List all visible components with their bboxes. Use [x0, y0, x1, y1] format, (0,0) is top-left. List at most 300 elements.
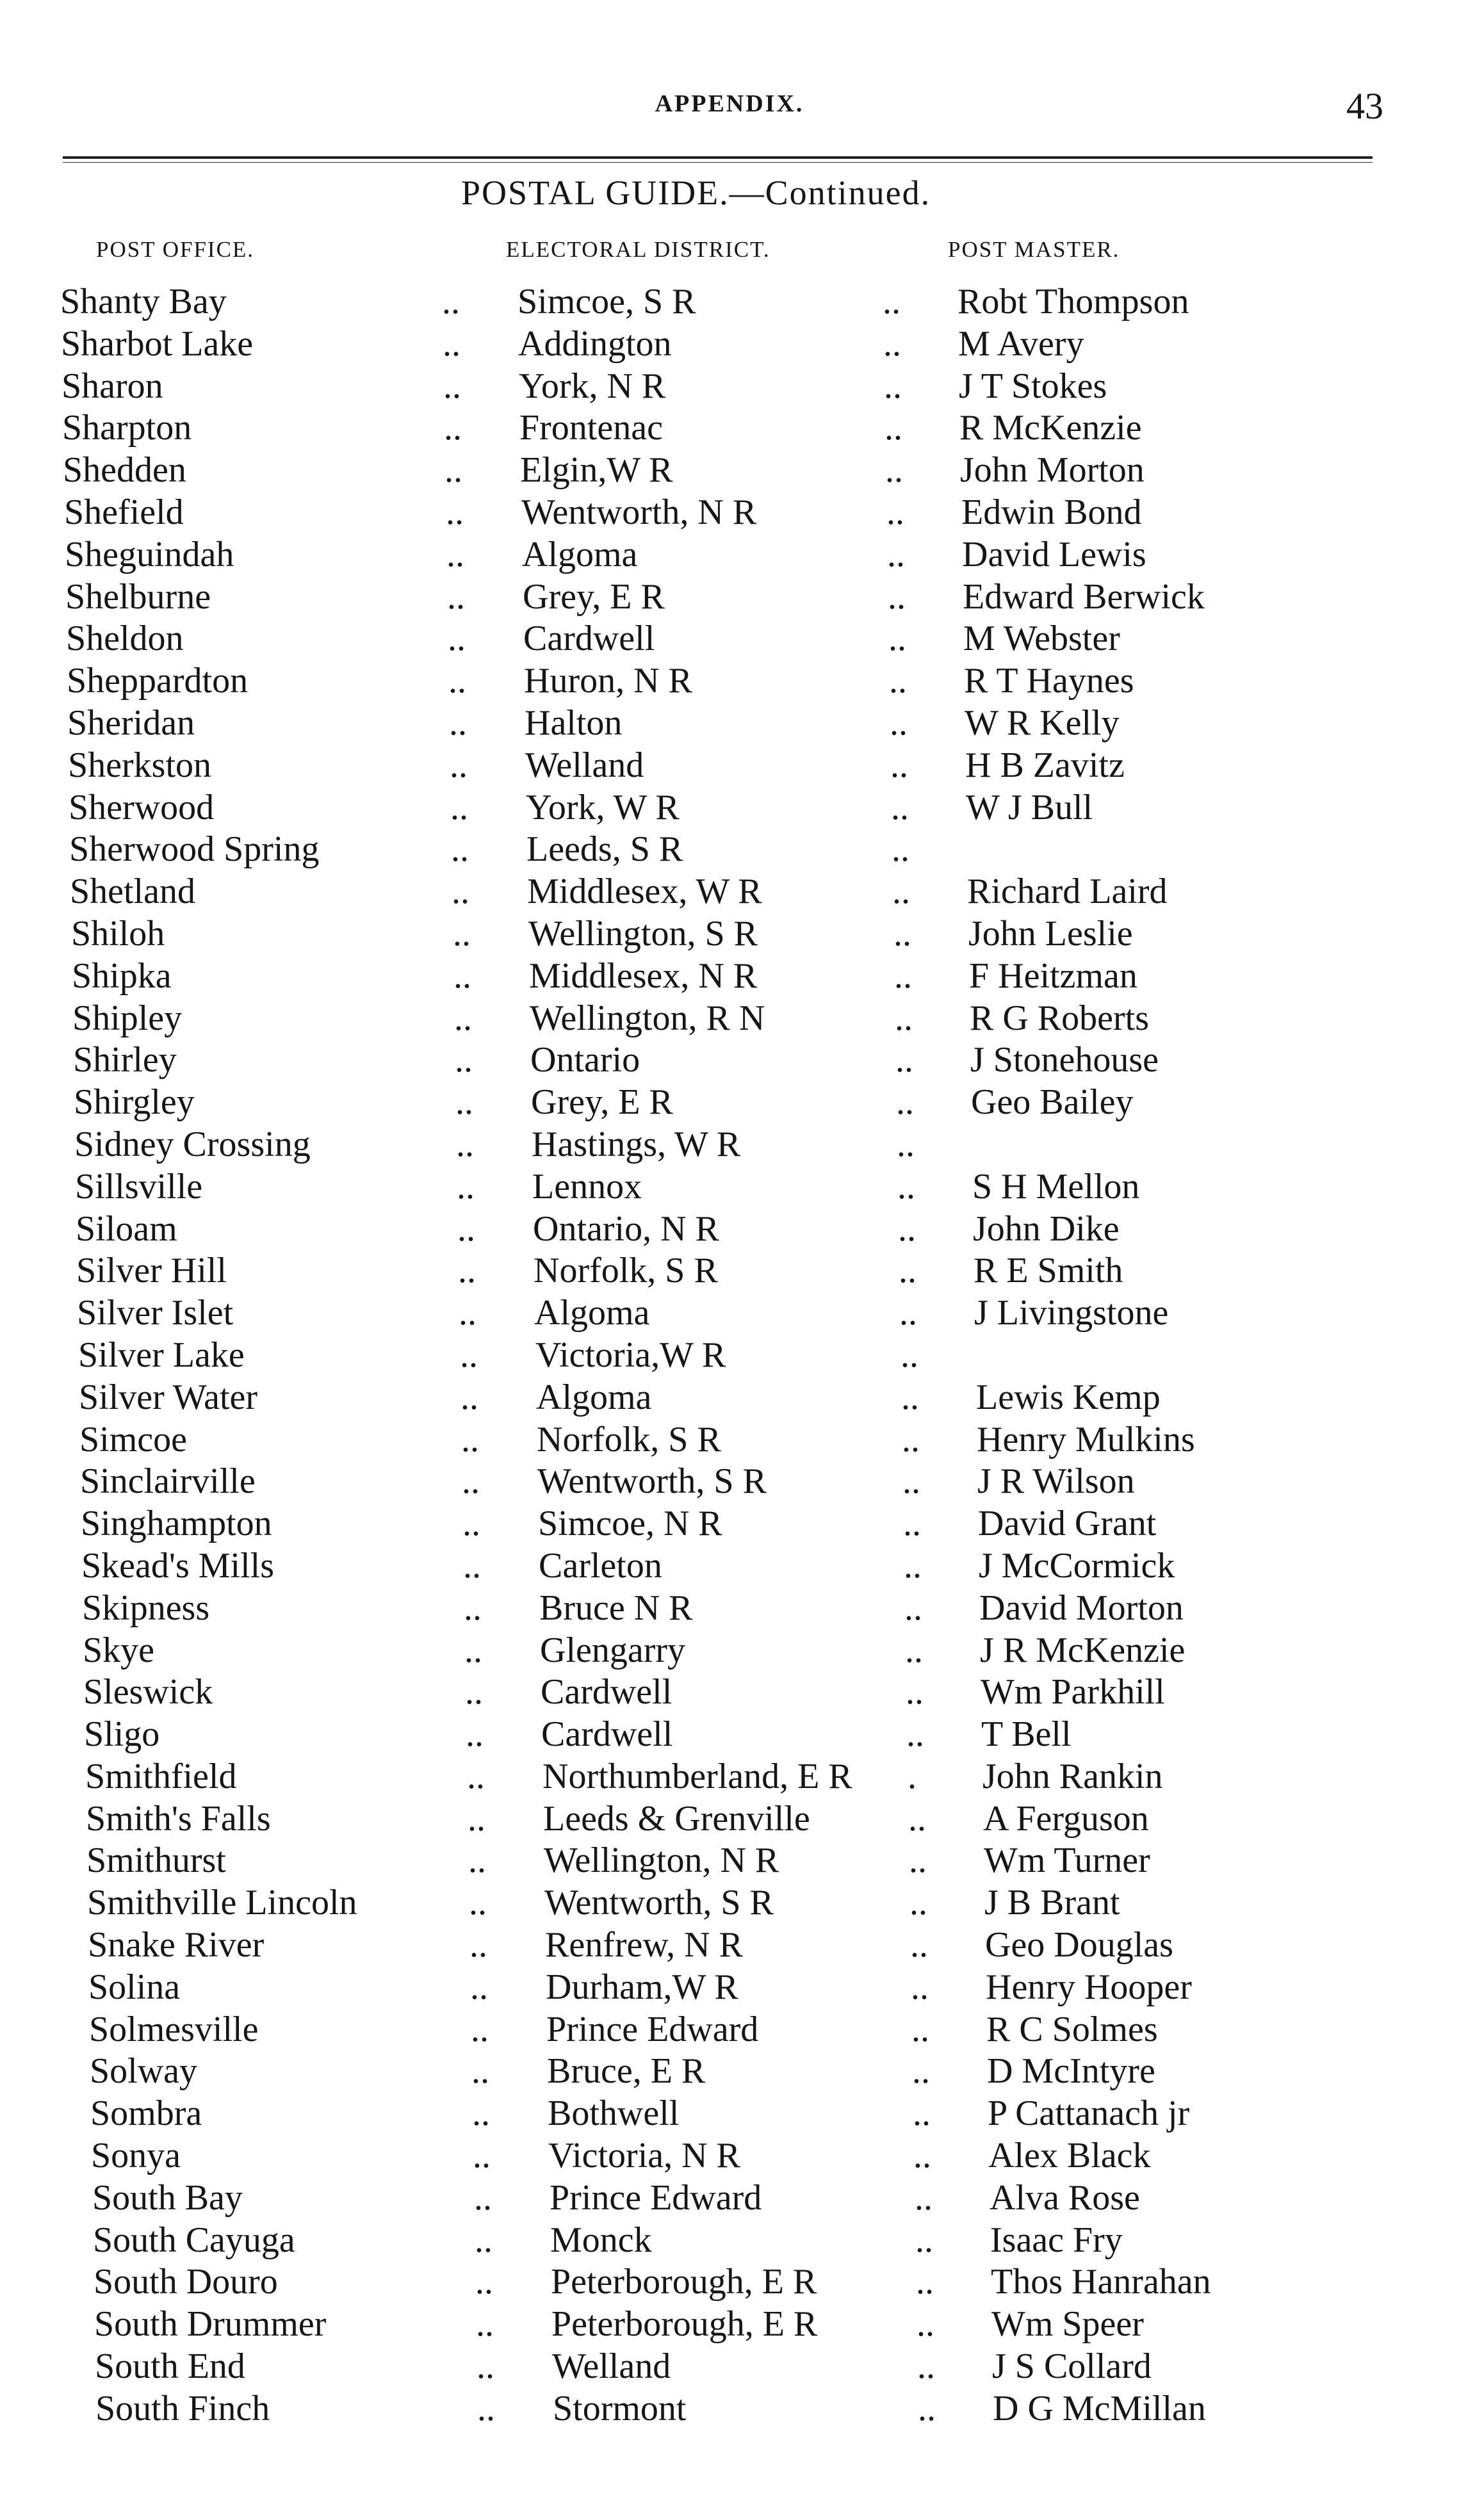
post-office-name: South Bay — [92, 2177, 243, 2218]
list-item — [0, 1419, 1459, 1461]
leader-dots: .. — [913, 2136, 931, 2176]
leader-dots: .. — [459, 1293, 477, 1333]
list-item — [0, 2219, 1459, 2261]
electoral-district: Wellington, S R — [528, 913, 758, 954]
list-item — [0, 1166, 1459, 1208]
leader-dots: .. — [906, 1672, 924, 1712]
electoral-district: Norfolk, S R — [534, 1251, 718, 1291]
electoral-district: Peterborough, E R — [551, 2262, 817, 2302]
header-rule — [63, 156, 1373, 159]
electoral-district: Monck — [550, 2220, 652, 2260]
electoral-district: Glengarry — [540, 1630, 686, 1670]
leader-dots: .. — [892, 872, 910, 912]
post-office-name: Sherwood — [69, 787, 215, 827]
leader-dots: .. — [465, 1672, 483, 1712]
electoral-district: Victoria, N R — [548, 2136, 740, 2176]
post-master-name: Alex Black — [988, 2136, 1151, 2176]
leader-dots: . — [908, 1756, 917, 1796]
list-item — [0, 1123, 1459, 1166]
leader-dots: .. — [909, 1841, 927, 1881]
post-office-name: South Drummer — [94, 2304, 327, 2345]
leader-dots: .. — [899, 1251, 917, 1291]
post-master-name: J T Stokes — [959, 366, 1107, 406]
list-item — [0, 617, 1459, 660]
leader-dots: .. — [472, 2093, 490, 2134]
post-master-name: Edwin Bond — [961, 492, 1142, 532]
post-office-name: Sheridan — [67, 703, 195, 743]
post-office-name: Shelburne — [65, 576, 211, 617]
list-item — [0, 1081, 1459, 1123]
post-master-name: S H Mellon — [972, 1166, 1140, 1207]
post-office-name: Sinclairville — [80, 1461, 256, 1502]
leader-dots: .. — [460, 1335, 478, 1375]
leader-dots: .. — [449, 703, 467, 743]
list-item — [0, 576, 1459, 618]
post-master-name: Richard Laird — [967, 872, 1168, 912]
list-item — [0, 1039, 1459, 1081]
list-item — [0, 1882, 1459, 1924]
list-item — [0, 1460, 1459, 1502]
list-item — [0, 1587, 1459, 1629]
post-master-name: Lewis Kemp — [976, 1377, 1161, 1417]
post-office-name: Shipley — [72, 998, 183, 1038]
leader-dots: .. — [457, 1208, 475, 1249]
leader-dots: .. — [894, 955, 912, 996]
post-master-name: J B Brant — [984, 1883, 1120, 1923]
electoral-district: Lennox — [532, 1166, 642, 1207]
column-header-post-master: POST MASTER. — [948, 237, 1120, 262]
list-item — [0, 1671, 1459, 1713]
post-office-name: South End — [95, 2346, 245, 2387]
list-item — [0, 2177, 1459, 2219]
electoral-district: Addington — [518, 323, 672, 364]
electoral-district: Simcoe, S R — [518, 282, 696, 321]
electoral-district: Victoria,W R — [535, 1335, 726, 1375]
list-item — [0, 913, 1459, 955]
leader-dots: .. — [890, 745, 908, 785]
list-item — [0, 1713, 1459, 1755]
leader-dots: .. — [464, 1630, 482, 1670]
post-office-name: Sherkston — [68, 745, 211, 785]
post-master-name: Robt Thompson — [958, 282, 1189, 321]
post-master-name: J R McKenzie — [980, 1630, 1186, 1670]
post-master-name: A Ferguson — [983, 1798, 1149, 1839]
electoral-district: Welland — [552, 2346, 671, 2387]
leader-dots: .. — [915, 2220, 933, 2260]
post-office-name: Sidney Crossing — [74, 1124, 311, 1164]
post-office-name: Sleswick — [83, 1672, 213, 1712]
electoral-district: Welland — [525, 745, 644, 785]
post-office-name: Sligo — [84, 1714, 160, 1755]
list-item — [0, 702, 1459, 744]
leader-dots: .. — [450, 787, 468, 827]
leader-dots: .. — [909, 1883, 927, 1923]
leader-dots: .. — [895, 1040, 913, 1080]
post-master-name: J R Wilson — [977, 1461, 1135, 1502]
leader-dots: .. — [446, 492, 464, 532]
post-office-name: Simcoe — [79, 1419, 187, 1459]
list-item — [0, 2261, 1459, 2303]
electoral-district: Grey, E R — [523, 576, 665, 617]
post-office-name: Sharon — [61, 366, 163, 406]
electoral-district: Wentworth, N R — [521, 492, 757, 532]
leader-dots: .. — [468, 1798, 485, 1839]
header-rule-thin — [63, 162, 1373, 163]
electoral-district: Wentworth, S R — [537, 1461, 767, 1502]
leader-dots: .. — [448, 619, 466, 659]
list-item — [0, 660, 1459, 702]
post-master-name: J McCormick — [979, 1545, 1175, 1586]
electoral-district: York, N R — [519, 366, 666, 406]
leader-dots: .. — [890, 703, 908, 743]
leader-dots: .. — [910, 1925, 928, 1965]
post-master-name: Alva Rose — [990, 2177, 1140, 2218]
electoral-district: Halton — [525, 703, 623, 743]
electoral-district: Norfolk, S R — [537, 1419, 721, 1459]
post-master-name: John Leslie — [968, 913, 1133, 954]
post-master-name: R C Solmes — [986, 2009, 1158, 2049]
post-master-name: F Heitzman — [969, 955, 1137, 996]
post-office-name: Shirgley — [74, 1082, 195, 1123]
electoral-district: Huron, N R — [524, 661, 692, 701]
electoral-district: Ontario, N R — [533, 1208, 719, 1249]
leader-dots: .. — [475, 2220, 493, 2260]
post-office-name: South Cayuga — [93, 2220, 295, 2260]
leader-dots: .. — [456, 1124, 474, 1164]
leader-dots: .. — [903, 1504, 921, 1544]
column-header-post-office: POST OFFICE. — [96, 237, 255, 262]
leader-dots: .. — [453, 913, 471, 954]
electoral-district: Leeds & Grenville — [543, 1798, 810, 1839]
electoral-district: Peterborough, E R — [551, 2304, 818, 2345]
running-head — [0, 85, 1459, 128]
column-header-electoral-district: ELECTORAL DISTRICT. — [506, 237, 770, 262]
leader-dots: .. — [477, 2388, 495, 2428]
list-item — [0, 449, 1459, 491]
electoral-district: Renfrew, N R — [545, 1925, 743, 1965]
post-master-name: M Webster — [963, 619, 1120, 659]
list-item — [0, 1208, 1459, 1250]
leader-dots: .. — [887, 534, 905, 574]
post-office-name: Solway — [90, 2051, 197, 2092]
electoral-district: Cardwell — [541, 1714, 673, 1755]
leader-dots: .. — [455, 1040, 473, 1080]
electoral-district: Simcoe, N R — [538, 1504, 722, 1544]
list-item — [0, 955, 1459, 997]
electoral-district: Prince Edward — [546, 2009, 759, 2049]
electoral-district: Northumberland, E R — [542, 1756, 852, 1796]
electoral-district: Middlesex, N R — [529, 955, 758, 996]
post-master-name: John Morton — [960, 450, 1145, 491]
leader-dots: .. — [901, 1335, 918, 1375]
list-item — [0, 1966, 1459, 2008]
list-item — [0, 1502, 1459, 1545]
leader-dots: .. — [918, 2388, 936, 2428]
leader-dots: .. — [889, 661, 907, 701]
leader-dots: .. — [916, 2262, 934, 2302]
post-office-name: Singhampton — [81, 1504, 272, 1544]
list-item — [0, 1376, 1459, 1419]
leader-dots: .. — [897, 1124, 915, 1164]
list-item — [0, 2303, 1459, 2345]
post-office-name: South Finch — [95, 2388, 270, 2428]
leader-dots: .. — [906, 1714, 924, 1755]
post-office-name: Silver Lake — [78, 1335, 245, 1375]
post-master-name: Isaac Fry — [990, 2220, 1123, 2260]
post-master-name: Wm Turner — [984, 1841, 1150, 1881]
list-item — [0, 2387, 1459, 2430]
electoral-district: Cardwell — [523, 619, 655, 659]
leader-dots: .. — [467, 1756, 485, 1796]
electoral-district: Stormont — [553, 2388, 687, 2428]
leader-dots: .. — [447, 576, 465, 617]
electoral-district: Algoma — [536, 1377, 652, 1417]
leader-dots: .. — [443, 366, 461, 406]
leader-dots: .. — [902, 1461, 920, 1502]
electoral-district: Carleton — [539, 1545, 662, 1586]
electoral-district: Prince Edward — [550, 2177, 762, 2218]
leader-dots: .. — [476, 2304, 494, 2345]
post-master-name: David Lewis — [962, 534, 1146, 574]
post-office-name: Sillsville — [75, 1166, 203, 1207]
leader-dots: .. — [913, 2093, 931, 2134]
list-item — [0, 2008, 1459, 2051]
leader-dots: .. — [458, 1251, 476, 1291]
list-item — [0, 1839, 1459, 1882]
post-office-name: Smithfield — [85, 1756, 237, 1796]
post-office-name: Sonya — [91, 2136, 181, 2176]
postal-guide-list — [0, 280, 1459, 2483]
post-office-name: Sherwood Spring — [69, 829, 320, 870]
electoral-district: York, W R — [526, 787, 680, 827]
list-item — [0, 2345, 1459, 2387]
leader-dots: .. — [461, 1419, 479, 1459]
list-item — [0, 2134, 1459, 2177]
electoral-district: Ontario — [530, 1040, 640, 1080]
post-office-name: South Douro — [94, 2262, 278, 2302]
post-office-name: Sheldon — [66, 619, 184, 659]
electoral-district: Cardwell — [541, 1672, 672, 1712]
leader-dots: .. — [451, 829, 469, 870]
leader-dots: .. — [886, 492, 904, 532]
leader-dots: .. — [908, 1798, 926, 1839]
post-master-name: W J Bull — [966, 787, 1093, 827]
leader-dots: .. — [462, 1461, 480, 1502]
section-title: POSTAL GUIDE.—Continued. — [461, 174, 931, 212]
electoral-district: Wellington, N R — [544, 1841, 779, 1881]
leader-dots: .. — [463, 1545, 481, 1586]
electoral-district: Frontenac — [519, 408, 663, 448]
post-office-name: Silver Water — [79, 1377, 258, 1417]
post-office-name: Sombra — [90, 2093, 202, 2134]
list-item — [0, 1798, 1459, 1840]
post-office-name: Solina — [88, 1967, 181, 2007]
post-master-name: Henry Mulkins — [977, 1419, 1195, 1459]
leader-dots: .. — [469, 1925, 487, 1965]
leader-dots: .. — [475, 2262, 493, 2302]
leader-dots: .. — [452, 872, 469, 912]
page-number: 43 — [1346, 85, 1383, 127]
leader-dots: .. — [470, 1967, 488, 2007]
leader-dots: .. — [443, 323, 461, 364]
leader-dots: .. — [899, 1293, 917, 1333]
list-item — [0, 1629, 1459, 1671]
list-item — [0, 1334, 1459, 1376]
post-office-name: Sheppardton — [67, 661, 249, 701]
list-item — [0, 1249, 1459, 1292]
list-item — [0, 828, 1459, 870]
electoral-district: Middlesex, W R — [527, 872, 762, 912]
post-office-name: Shetland — [70, 872, 195, 912]
electoral-district: Algoma — [534, 1293, 650, 1333]
post-office-name: Smithurst — [86, 1841, 226, 1881]
leader-dots: .. — [442, 282, 460, 321]
leader-dots: .. — [477, 2346, 494, 2387]
leader-dots: .. — [446, 534, 464, 574]
leader-dots: .. — [891, 787, 909, 827]
electoral-district: Durham,W R — [546, 1967, 738, 2007]
leader-dots: .. — [917, 2346, 935, 2387]
post-master-name: Edward Berwick — [963, 576, 1205, 617]
post-office-name: Skye — [83, 1630, 154, 1670]
list-item — [0, 2050, 1459, 2092]
electoral-district: Leeds, S R — [526, 829, 683, 870]
post-master-name: Geo Douglas — [985, 1925, 1173, 1965]
leader-dots: .. — [915, 2177, 933, 2218]
post-master-name: W R Kelly — [965, 703, 1120, 743]
post-office-name: Shiloh — [71, 913, 165, 954]
post-master-name: D G McMillan — [993, 2388, 1206, 2428]
post-master-name: Wm Speer — [991, 2304, 1144, 2345]
post-master-name: Henry Hooper — [986, 1967, 1192, 2007]
post-office-name: Smith's Falls — [86, 1798, 271, 1839]
post-master-name: Thos Hanrahan — [991, 2262, 1211, 2302]
post-master-name: P Cattanach jr — [988, 2093, 1190, 2134]
list-item — [0, 491, 1459, 533]
list-item — [0, 365, 1459, 407]
leader-dots: .. — [896, 1082, 914, 1123]
leader-dots: .. — [893, 913, 911, 954]
leader-dots: .. — [904, 1588, 922, 1628]
leader-dots: .. — [454, 998, 472, 1038]
post-office-name: Silver Islet — [77, 1293, 234, 1333]
leader-dots: .. — [892, 829, 909, 870]
list-item — [0, 280, 1459, 323]
post-master-name: R McKenzie — [959, 408, 1142, 448]
leader-dots: .. — [462, 1504, 480, 1544]
electoral-district: Bruce, E R — [547, 2051, 706, 2092]
list-item — [0, 2092, 1459, 2134]
list-item — [0, 323, 1459, 365]
leader-dots: .. — [444, 450, 462, 491]
electoral-district: Bothwell — [548, 2093, 680, 2134]
list-item — [0, 533, 1459, 576]
post-office-name: Siloam — [76, 1208, 177, 1249]
electoral-district: Grey, E R — [531, 1082, 673, 1123]
post-office-name: Silver Hill — [76, 1251, 227, 1291]
post-office-name: Snake River — [88, 1925, 265, 1965]
post-office-name: Shirley — [73, 1040, 177, 1080]
post-office-name: Sheguindah — [65, 534, 234, 574]
leader-dots: .. — [911, 1967, 929, 2007]
post-master-name: M Avery — [958, 323, 1084, 364]
leader-dots: .. — [450, 745, 468, 785]
leader-dots: .. — [911, 2009, 929, 2049]
post-master-name: T Bell — [981, 1714, 1072, 1755]
leader-dots: .. — [883, 282, 901, 321]
leader-dots: .. — [905, 1630, 923, 1670]
leader-dots: .. — [464, 1588, 482, 1628]
post-office-name: Sharpton — [62, 408, 192, 448]
list-item — [0, 1292, 1459, 1334]
post-master-name: John Dike — [973, 1208, 1120, 1249]
post-master-name: H B Zavitz — [965, 745, 1125, 785]
leader-dots: .. — [466, 1714, 484, 1755]
list-item — [0, 997, 1459, 1039]
post-master-name: John Rankin — [982, 1756, 1163, 1796]
post-master-name: Wm Parkhill — [981, 1672, 1165, 1712]
leader-dots: .. — [455, 1082, 473, 1123]
post-office-name: Solmesville — [89, 2009, 259, 2049]
leader-dots: .. — [912, 2051, 930, 2092]
post-office-name: Shanty Bay — [60, 282, 227, 321]
leader-dots: .. — [897, 1166, 915, 1207]
list-item — [0, 786, 1459, 829]
post-master-name: R T Haynes — [964, 661, 1134, 701]
post-office-name: Skead's Mills — [81, 1545, 274, 1586]
leader-dots: .. — [471, 2051, 489, 2092]
leader-dots: .. — [898, 1208, 916, 1249]
leader-dots: .. — [884, 408, 902, 448]
post-master-name: J S Collard — [992, 2346, 1152, 2387]
list-item — [0, 407, 1459, 449]
post-office-name: Skipness — [82, 1588, 210, 1628]
leader-dots: .. — [457, 1166, 475, 1207]
leader-dots: .. — [885, 450, 903, 491]
electoral-district: Bruce N R — [539, 1588, 693, 1628]
electoral-district: Wentworth, S R — [544, 1883, 774, 1923]
post-master-name: David Grant — [978, 1504, 1157, 1544]
post-office-name: Shefield — [64, 492, 184, 532]
leader-dots: .. — [888, 576, 906, 617]
list-item — [0, 1755, 1459, 1798]
leader-dots: .. — [888, 619, 906, 659]
leader-dots: .. — [453, 955, 471, 996]
electoral-district: Elgin,W R — [520, 450, 673, 491]
leader-dots: .. — [884, 366, 902, 406]
post-office-name: Shedden — [63, 450, 186, 491]
leader-dots: .. — [904, 1545, 922, 1586]
leader-dots: .. — [469, 1883, 487, 1923]
list-item — [0, 1924, 1459, 1966]
list-item — [0, 1545, 1459, 1587]
post-master-name: R G Roberts — [970, 998, 1149, 1038]
post-master-name: D McIntyre — [987, 2051, 1155, 2092]
post-office-name: Sharbot Lake — [61, 323, 254, 364]
electoral-district: Algoma — [522, 534, 638, 574]
electoral-district: Wellington, R N — [530, 998, 765, 1038]
leader-dots: .. — [461, 1377, 478, 1417]
leader-dots: .. — [448, 661, 466, 701]
post-office-name: Smithville Lincoln — [87, 1883, 357, 1923]
post-master-name: David Morton — [979, 1588, 1184, 1628]
post-master-name: J Stonehouse — [970, 1040, 1159, 1080]
leader-dots: .. — [902, 1419, 920, 1459]
leader-dots: .. — [473, 2136, 491, 2176]
leader-dots: .. — [895, 998, 913, 1038]
list-item — [0, 744, 1459, 786]
leader-dots: .. — [471, 2009, 489, 2049]
